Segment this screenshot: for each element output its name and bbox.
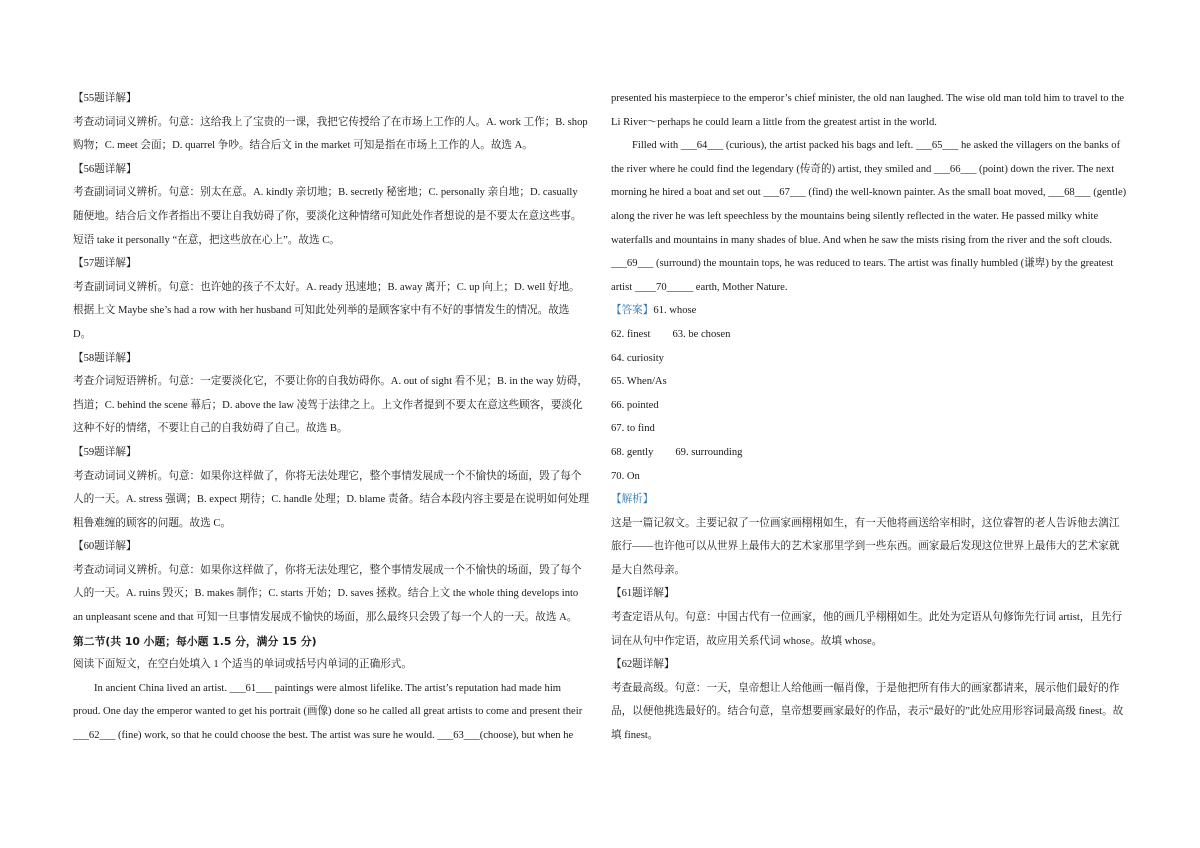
left-column — [73, 87, 590, 748]
answer-68: 68. gently — [611, 446, 654, 458]
q57-label: 【57题详解】 — [73, 258, 137, 270]
q56-text: 考查副词词义辨析。句意：别太在意。A. kindly 亲切地；B. secretly 秘密地；C. personally 亲自地；D. casually 随便地。结合后文作者指出不要让自我妨碍了你，要淡化这种情绪可知此处作者想说的是不要太在意这些事。短语 take it personally “在意，把这些放在心上”。故选 C。 — [73, 187, 582, 246]
blank-68: ___68___ — [1048, 187, 1091, 199]
answer-62: 62. finest — [611, 328, 651, 340]
q62-label: 【62题详解】 — [611, 659, 675, 671]
q55-label: 【55题详解】 — [73, 93, 137, 104]
q61-text: 考查定语从句。句意：中国古代有一位画家，他的画几乎栩栩如生。此处为定语从句修饰先行词 artist，且先行词在从句中作定语，故应用关系代词 whose。故填 whose。 — [611, 612, 1123, 647]
answer-64: 64. curiosity — [611, 352, 664, 364]
answer-row-68-69 — [611, 441, 1128, 465]
q56-label: 【56题详解】 — [73, 163, 137, 175]
passage-paragraph-2 — [611, 134, 1128, 299]
q59-label: 【59题详解】 — [73, 446, 137, 458]
blank-65: ___65___ — [915, 140, 959, 152]
blank-62: ___62___ — [73, 730, 116, 742]
answer-65: 65. When/As — [611, 376, 667, 388]
q58-text: 考查介词短语辨析。句意：一定要淡化它，不要让你的自我妨碍你。A. out of sight 看不见；B. in the way 妨碍，挡道；C. behind the scene 幕后；D. above the law 凌驾于法律之上。上文作者提到不要太在意这些顾客，要淡化这种不好的情绪，不要让自己的自我妨碍了自己。故选 B。 — [73, 376, 588, 435]
q55-text: 考查动词词义辨析。句意：这给我上了宝贵的一课，我把它传授给了在市场上工作的人。A. work 工作；B. shop 购物；C. meet 会面；D. quarrel 争吵。结合后文 in the market 可知是指在市场上工作的人。故选 A。 — [73, 116, 588, 152]
answer-67: 67. to find — [611, 423, 655, 435]
passage-text: (gentle) along the river he was left speechless by the mountains being silently reflected in the water. He passed milky white waterfalls and mountains in many shades of blue. And when he saw the mists rising from the river and the soft clouds. — [611, 187, 1127, 246]
q59-text: 考查动词词义辨析。句意：如果你这样做了，你将无法处理它，整个事情发展成一个不愉快的场面，毁了每个人的一天。A. stress 强调；B. expect 期待；C. handle 处理；D. blame 责备。结合本段内容主要是在说明如何处理粗鲁难缠的顾客的问题。故选 C。 — [73, 470, 590, 529]
passage-paragraph-1 — [73, 677, 590, 748]
q62-text: 考查最高级。句意：一天，皇帝想让人给他画一幅肖像，于是他把所有伟大的画家都请来，展示他们最好的作品，以便他挑选最好的。结合句意，皇帝想要画家最好的作品，表示“最好的”此处应用形容词最高级 finest。故填 finest。 — [611, 682, 1124, 742]
q60-label: 【60题详解】 — [73, 541, 137, 553]
passage-text: Filled with — [632, 140, 681, 152]
right-column — [611, 87, 1128, 748]
answer-69: 69. surrounding — [675, 446, 743, 458]
answer-row-1 — [611, 299, 1128, 323]
passage-paragraph-1-cont: presented his masterpiece to the emperor’s chief minister, the old nan laughed. The wise old man told him to travel to the Li River～perhaps he could learn a little from the greatest artist in the world. — [611, 93, 1125, 128]
blank-70: ____70_____ — [634, 281, 694, 293]
answer-61: 61. whose — [653, 305, 697, 317]
answer-70: 70. On — [611, 470, 640, 482]
passage-text: (curious), the artist packed his bags and left. — [723, 140, 916, 152]
q57-text: 考查副词词义辨析。句意：也许她的孩子不太好。A. ready 迅速地；B. away 离开；C. up 向上；D. well 好地。根据上文 Maybe she’s had a row with her husband 可知此处列举的是顾客家中有不好的事情发生的情况。故选 D。 — [73, 281, 580, 340]
answer-63: 63. be chosen — [672, 328, 731, 340]
passage-text: (find) the well-known painter. As the small boat moved, — [805, 187, 1049, 199]
q61-label: 【61题详解】 — [611, 588, 675, 600]
blank-69: ___69___ — [611, 258, 654, 270]
passage-text: earth, Mother Nature. — [693, 281, 788, 293]
passage-text: (point) down the river. The next morning he hired a boat and set out — [611, 163, 1115, 199]
blank-61: ___61___ — [229, 682, 272, 694]
q58-label: 【58题详解】 — [73, 352, 137, 364]
answer-row-2 — [611, 323, 1128, 347]
passage-text: (fine) work, so that he could choose the best. The artist was sure he would. — [115, 730, 438, 742]
blank-66: ___66___ — [934, 163, 977, 175]
blank-63: ___63___ — [437, 730, 480, 742]
passage-text: he asked the villagers on the banks of the river where he could find the legendary (传奇的) artist, they smiled and — [611, 140, 1121, 175]
blank-67: ___67___ — [763, 187, 806, 199]
analysis-label: 【解析】 — [611, 494, 654, 506]
section-instruction: 阅读下面短文，在空白处填入 1 个适当的单词或括号内单词的正确形式。 — [73, 659, 412, 671]
passage-text: In ancient China lived an artist. — [94, 682, 230, 694]
blank-64: ___64___ — [680, 140, 724, 152]
section-title: 第二节(共 10 小题；每小题 1.5 分，满分 15 分) — [73, 634, 317, 648]
answer-66: 66. pointed — [611, 399, 659, 411]
q60-text: 考查动词词义辨析。句意：如果你这样做了，你将无法处理它，整个事情发展成一个不愉快的场面，毁了每个人的一天。A. ruins 毁灭；B. makes 制作；C. starts 开始；D. saves 拯救。结合上文 the whole thing develops into an unpleasant scene and that 可知一旦事情发展成不愉快的场面，那么最终只会毁了每一个人的一天。故选 A。 — [73, 564, 582, 624]
passage-text: (choose), but when he — [479, 730, 574, 742]
answer-label: 【答案】 — [611, 305, 654, 317]
passage-text: paintings were almost lifelike. The artist’s reputation had made him proud. One day the emperor wanted to get his portrait (画像) done so he called all great artists to come and present their — [73, 682, 583, 718]
passage-text: (surround) the mountain tops, he was reduced to tears. The artist was finally humbled (谦卑) by the greatest artist — [611, 258, 1114, 293]
analysis-text: 这是一篇记叙文。主要记叙了一位画家画栩栩如生，有一天他将画送给宰相时，这位睿智的老人告诉他去漓江旅行——也许他可以从世界上最伟大的艺术家那里学到一些东西。画家最后发现这位世界上最伟大的艺术家就是大自然母亲。 — [611, 517, 1120, 576]
